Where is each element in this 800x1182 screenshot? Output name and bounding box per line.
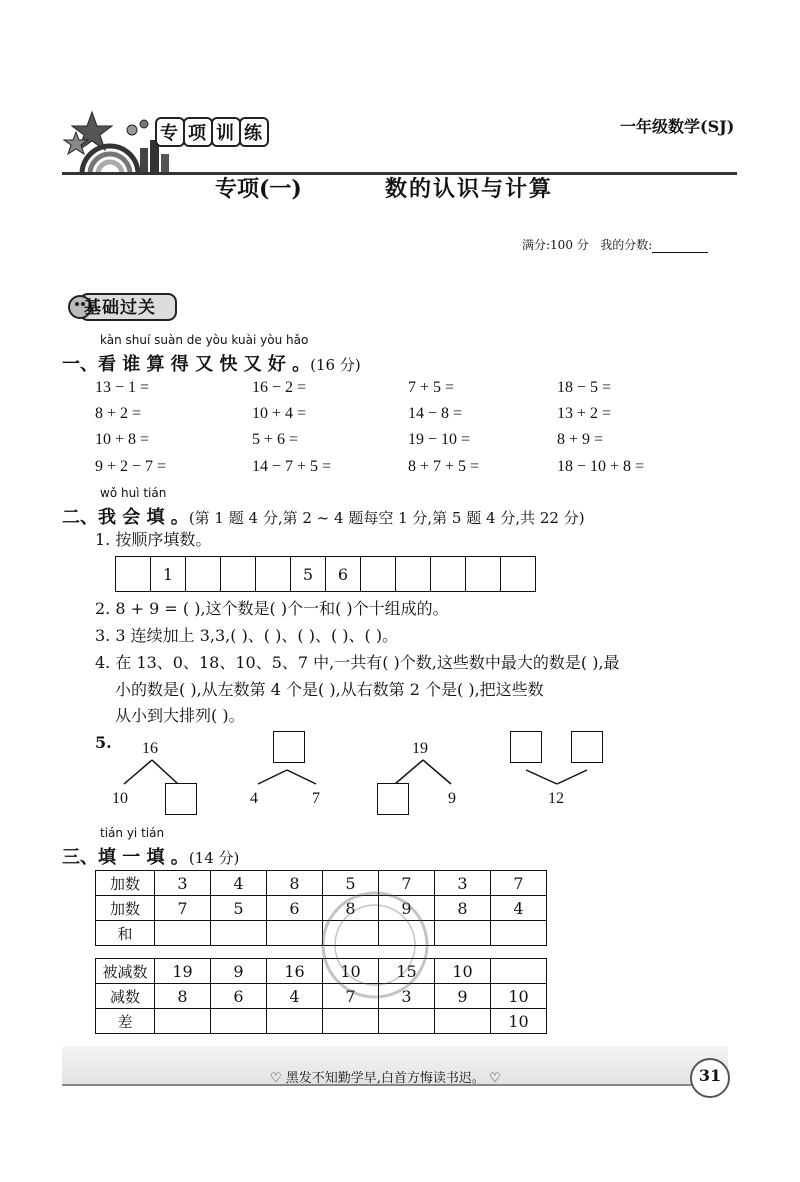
row-header: 加数 bbox=[96, 896, 155, 921]
table-cell: 8 bbox=[435, 896, 491, 921]
section2-points: (第 1 题 4 分,第 2 ~ 4 题每空 1 分,第 5 题 4 分,共 22 分) bbox=[188, 509, 585, 527]
sequence-cell[interactable] bbox=[396, 557, 431, 591]
table-cell: 3 bbox=[435, 871, 491, 896]
answer-cell[interactable] bbox=[435, 1009, 491, 1034]
grade-label: 一年级数学(SJ) bbox=[620, 117, 735, 136]
question-1: 1. 按顺序填数。 bbox=[95, 530, 212, 549]
answer-cell[interactable] bbox=[491, 921, 547, 946]
table-cell: 7 bbox=[323, 984, 379, 1009]
table-cell: 5 bbox=[211, 896, 267, 921]
page-subtitle: 数的认识与计算 bbox=[385, 176, 554, 202]
tree1-left: 10 bbox=[112, 790, 128, 807]
section3-title bbox=[62, 843, 239, 869]
section3-title-text: 三、填 一 填 。 bbox=[62, 847, 189, 868]
problem: 14 − 7 + 5 = bbox=[252, 458, 332, 475]
heart-icon: ♡ bbox=[270, 1071, 282, 1086]
answer-cell[interactable] bbox=[211, 921, 267, 946]
problem: 14 − 8 = bbox=[408, 405, 463, 422]
table-cell: 3 bbox=[379, 984, 435, 1009]
sequence-cell[interactable] bbox=[361, 557, 396, 591]
table-cell: 5 bbox=[323, 871, 379, 896]
problem: 10 + 8 = bbox=[95, 431, 150, 448]
tree1-top: 16 bbox=[142, 740, 158, 757]
table-cell: 6 bbox=[211, 984, 267, 1009]
problem: 13 − 1 = bbox=[95, 379, 150, 396]
question-2: 2. 8 + 9 = ( ),这个数是( )个一和( )个十组成的。 bbox=[95, 599, 449, 618]
score-mine-label: 我的分数: bbox=[600, 238, 653, 252]
motto-text: 黑发不知勤学早,白首方悔读书迟。 bbox=[285, 1071, 485, 1086]
answer-cell[interactable] bbox=[267, 1009, 323, 1034]
section3-pinyin: tián yi tián bbox=[100, 826, 165, 840]
section3-points: (14 分) bbox=[188, 849, 240, 867]
table-cell: 10 bbox=[435, 959, 491, 984]
table-cell: 10 bbox=[491, 984, 547, 1009]
table-cell: 4 bbox=[491, 896, 547, 921]
banner-char: 专 bbox=[155, 117, 185, 147]
banner-char: 训 bbox=[211, 117, 241, 147]
section1-title bbox=[62, 350, 361, 376]
table-row bbox=[96, 1009, 547, 1034]
heart-icon: ♡ bbox=[489, 1071, 501, 1086]
problem: 7 + 5 = bbox=[408, 379, 455, 396]
problem: 18 − 10 + 8 = bbox=[557, 458, 645, 475]
table-cell: 9 bbox=[379, 896, 435, 921]
tree4-bottom: 12 bbox=[548, 790, 564, 807]
problem: 10 + 4 = bbox=[252, 405, 307, 422]
section2-pinyin: wǒ huì tián bbox=[100, 486, 167, 500]
table-cell: 8 bbox=[155, 984, 211, 1009]
tree3-left-box[interactable] bbox=[377, 783, 409, 815]
problem: 8 + 7 + 5 = bbox=[408, 458, 480, 475]
page-number: 31 bbox=[698, 1066, 722, 1085]
table-cell: 19 bbox=[155, 959, 211, 984]
page-title: 专项(一) bbox=[215, 176, 302, 202]
question-5-label: 5. bbox=[95, 733, 112, 752]
table-cell: 4 bbox=[211, 871, 267, 896]
score-blank[interactable] bbox=[652, 240, 708, 253]
tree1-right-box[interactable] bbox=[165, 783, 197, 815]
sequence-boxes bbox=[115, 556, 536, 592]
tree2-left: 4 bbox=[250, 790, 258, 807]
tree4-top-right-box[interactable] bbox=[571, 731, 603, 763]
answer-cell[interactable] bbox=[435, 921, 491, 946]
sequence-cell[interactable] bbox=[221, 557, 256, 591]
section1-points: (16 分) bbox=[310, 356, 361, 374]
sequence-cell[interactable] bbox=[501, 557, 535, 591]
answer-cell[interactable] bbox=[323, 1009, 379, 1034]
problem: 16 − 2 = bbox=[252, 379, 307, 396]
problem: 18 − 5 = bbox=[557, 379, 612, 396]
table-cell: 16 bbox=[267, 959, 323, 984]
sequence-cell[interactable] bbox=[431, 557, 466, 591]
table-cell: 3 bbox=[155, 871, 211, 896]
row-header: 差 bbox=[96, 1009, 155, 1034]
sequence-cell[interactable] bbox=[116, 557, 151, 591]
watermark-stamp bbox=[315, 885, 435, 1005]
question-4-line2: 小的数是( ),从左数第 4 个是( ),从右数第 2 个是( ),把这些数 bbox=[115, 680, 544, 699]
header-banner bbox=[155, 117, 267, 147]
question-3: 3. 3 连续加上 3,3,( )、( )、( )、( )、( )。 bbox=[95, 626, 399, 645]
table-cell: 4 bbox=[267, 984, 323, 1009]
problem: 5 + 6 = bbox=[252, 431, 299, 448]
row-header: 加数 bbox=[96, 871, 155, 896]
sequence-cell[interactable]: 1 bbox=[151, 557, 186, 591]
tree3-right: 9 bbox=[448, 790, 456, 807]
problem: 8 + 9 = bbox=[557, 431, 604, 448]
problem: 13 + 2 = bbox=[557, 405, 612, 422]
question-4-line3: 从小到大排列( )。 bbox=[115, 706, 245, 725]
answer-cell[interactable] bbox=[379, 1009, 435, 1034]
sequence-cell[interactable]: 5 bbox=[291, 557, 326, 591]
tree2-top-box[interactable] bbox=[273, 731, 305, 763]
sequence-cell[interactable] bbox=[466, 557, 501, 591]
table-cell: 7 bbox=[155, 896, 211, 921]
footer-motto bbox=[270, 1067, 501, 1086]
row-header: 被减数 bbox=[96, 959, 155, 984]
table-cell: 10 bbox=[323, 959, 379, 984]
table-cell: 10 bbox=[491, 1009, 547, 1034]
banner-char: 练 bbox=[239, 117, 269, 147]
score-full: 满分:100 分 bbox=[522, 238, 589, 252]
sequence-cell[interactable] bbox=[186, 557, 221, 591]
row-header: 减数 bbox=[96, 984, 155, 1009]
section1-title-text: 一、看 谁 算 得 又 快 又 好 。 bbox=[62, 354, 311, 375]
table-cell: 7 bbox=[379, 871, 435, 896]
table-cell: 6 bbox=[267, 896, 323, 921]
question-4-line1: 4. 在 13、0、18、10、5、7 中,一共有( )个数,这些数中最大的数是( ),最 bbox=[95, 653, 620, 672]
section2-title-text: 二、我 会 填 。 bbox=[62, 507, 189, 528]
table-cell: 9 bbox=[211, 959, 267, 984]
table-cell: 9 bbox=[435, 984, 491, 1009]
answer-cell[interactable] bbox=[211, 1009, 267, 1034]
banner-char: 项 bbox=[183, 117, 213, 147]
tree3-top: 19 bbox=[412, 740, 428, 757]
row-header: 和 bbox=[96, 921, 155, 946]
problem: 8 + 2 = bbox=[95, 405, 142, 422]
problem: 19 − 10 = bbox=[408, 431, 471, 448]
problem: 9 + 2 − 7 = bbox=[95, 458, 167, 475]
tree2-right: 7 bbox=[312, 790, 320, 807]
score-line bbox=[522, 236, 708, 253]
table-cell: 8 bbox=[323, 896, 379, 921]
sequence-cell[interactable]: 6 bbox=[326, 557, 361, 591]
section-badge-text: 基础过关 bbox=[84, 298, 156, 318]
section2-title bbox=[62, 503, 585, 529]
section1-pinyin: kàn shuí suàn de yòu kuài yòu hǎo bbox=[100, 333, 309, 347]
sequence-cell[interactable] bbox=[256, 557, 291, 591]
table-cell: 15 bbox=[379, 959, 435, 984]
tree4-top-left-box[interactable] bbox=[510, 731, 542, 763]
answer-cell[interactable] bbox=[491, 959, 547, 984]
table-cell: 8 bbox=[267, 871, 323, 896]
table-cell: 7 bbox=[491, 871, 547, 896]
answer-cell[interactable] bbox=[155, 1009, 211, 1034]
answer-cell[interactable] bbox=[155, 921, 211, 946]
